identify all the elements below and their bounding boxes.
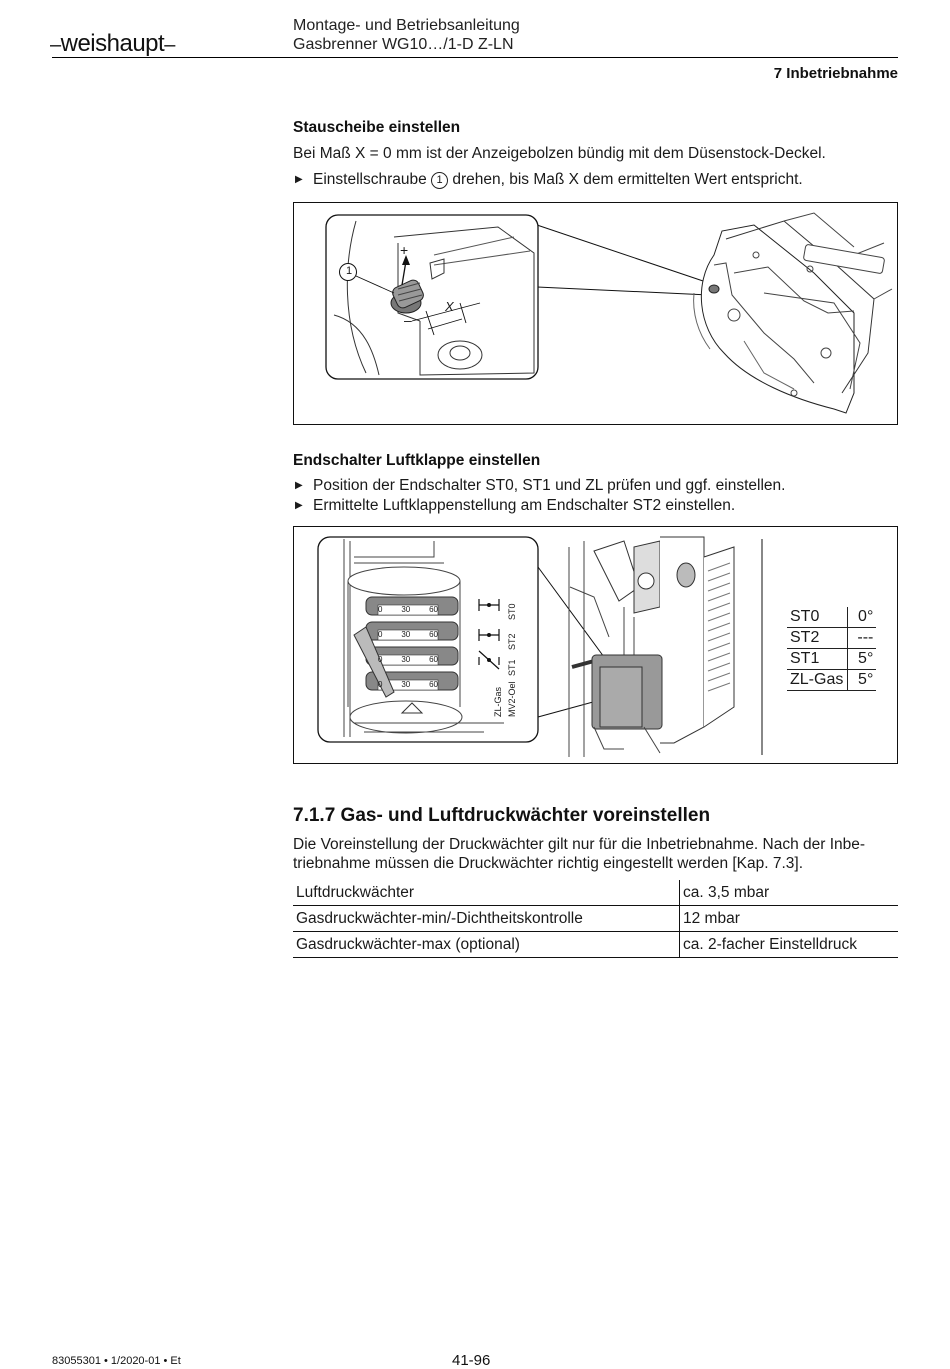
document-title-line2: Gasbrenner WG10…/1-D Z-LN — [293, 36, 514, 53]
step-text-after: drehen, bis Maß X dem ermittelten Wert entspricht. — [452, 171, 803, 188]
cam-mark: 60 — [429, 605, 438, 614]
settings-row — [787, 628, 876, 649]
brand-name: weishaupt — [60, 30, 165, 57]
table-cell-label: Gasdruckwächter-max (optional) — [293, 932, 680, 958]
cam-row-1 — [378, 606, 438, 614]
brand-logo: –weishaupt– — [50, 30, 175, 57]
settings-row — [787, 649, 876, 670]
cam-row-2 — [378, 631, 438, 639]
callout-marker: 1 — [431, 172, 448, 189]
dimension-x-label: X — [445, 299, 454, 314]
settings-row — [787, 670, 876, 691]
cam-mark: 30 — [401, 630, 411, 639]
stauscheibe-figure — [293, 202, 898, 425]
settings-switch: ZL-Gas — [787, 670, 848, 691]
damper-assembly-overview — [569, 537, 734, 757]
document-title-line1: Montage- und Betriebsanleitung — [293, 17, 520, 34]
switch-label-st2: ST2 — [507, 633, 517, 650]
table-row — [293, 906, 898, 932]
endschalter-step-1: ▶ Position der Endschalter ST0, ST1 und ZL prüfen und ggf. einstellen. — [293, 476, 898, 496]
endschalter-step-2: ▶ Ermittelte Luftklappenstellung am Endschalter ST2 einstellen. — [293, 496, 898, 516]
cam-mark: 0 — [378, 680, 383, 689]
endschalter-section — [293, 452, 898, 516]
settings-switch: ST2 — [787, 628, 848, 649]
callout-number: 1 — [345, 265, 353, 277]
cam-mark: 30 — [401, 655, 411, 664]
document-number: 83055301 • 1/2020-01 • Et — [52, 1355, 181, 1367]
step-text-before: Einstellschraube — [313, 171, 427, 188]
settings-switch: ST0 — [787, 607, 848, 628]
cam-row-3 — [378, 656, 438, 664]
settings-switch: ST1 — [787, 649, 848, 670]
stauscheibe-step — [293, 170, 898, 190]
settings-row — [787, 607, 876, 628]
stauscheibe-text: Bei Maß X = 0 mm ist der Anzeigebolzen bündig mit dem Düsenstock-Deckel. — [293, 145, 826, 162]
switch-label-st0: ST0 — [507, 603, 517, 620]
section-text-line1: Die Voreinstellung der Druckwächter gilt nur für die Inbetriebnahme. Nach der Inbe- — [293, 836, 866, 853]
cam-mark: 0 — [378, 655, 383, 664]
settings-value: 5° — [848, 649, 877, 670]
plus-sign: + — [400, 242, 409, 258]
table-cell-label: Luftdruckwächter — [293, 880, 680, 906]
cam-row-4 — [378, 681, 438, 689]
cam-mark: 60 — [429, 655, 438, 664]
cam-mark: 0 — [378, 630, 383, 639]
page-number: 41-96 — [452, 1352, 491, 1369]
stauscheibe-illustration — [294, 203, 897, 424]
burner-overview — [694, 213, 892, 413]
stauscheibe-section — [293, 119, 898, 190]
cam-mark: 60 — [429, 680, 438, 689]
pressure-switch-section — [293, 805, 898, 958]
minus-sign: – — [404, 312, 412, 328]
table-cell-value: ca. 3,5 mbar — [680, 880, 899, 906]
switch-settings-table — [787, 607, 876, 691]
table-row — [293, 932, 898, 958]
table-row — [293, 880, 898, 906]
settings-value: 0° — [858, 608, 874, 625]
cam-mark: 30 — [401, 605, 411, 614]
table-cell-label: Gasdruckwächter-min/-Dichtheitskontrolle — [293, 906, 680, 932]
pressure-settings-table — [293, 880, 898, 958]
cam-mark: 30 — [401, 680, 411, 689]
cam-mark: 0 — [378, 605, 383, 614]
settings-value: 5° — [848, 670, 877, 691]
table-cell-value: 12 mbar — [680, 906, 899, 932]
header-rule — [52, 57, 898, 58]
switch-label-st1: ST1 — [507, 659, 517, 676]
endschalter-heading: Endschalter Luftklappe einstellen — [293, 452, 541, 469]
section-title: 7.1.7 Gas- und Luftdruckwächter voreinstellen — [293, 805, 711, 826]
side-label-zl-gas: ZL-Gas — [493, 686, 503, 717]
side-label-mv2-oel: MV2-Oel — [507, 681, 517, 717]
cam-mark: 60 — [429, 630, 438, 639]
settings-value: --- — [848, 628, 877, 649]
table-cell-value: ca. 2-facher Einstelldruck — [680, 932, 899, 958]
stauscheibe-heading: Stauscheibe einstellen — [293, 119, 461, 136]
section-text-line2: triebnahme müssen die Druckwächter richtig eingestellt werden [Kap. 7.3]. — [293, 855, 804, 872]
detail-inset — [326, 215, 538, 379]
chapter-title: 7 Inbetriebnahme — [773, 65, 898, 82]
cam-switch-detail — [318, 537, 538, 742]
document-title — [293, 16, 520, 54]
endschalter-figure — [293, 526, 898, 764]
